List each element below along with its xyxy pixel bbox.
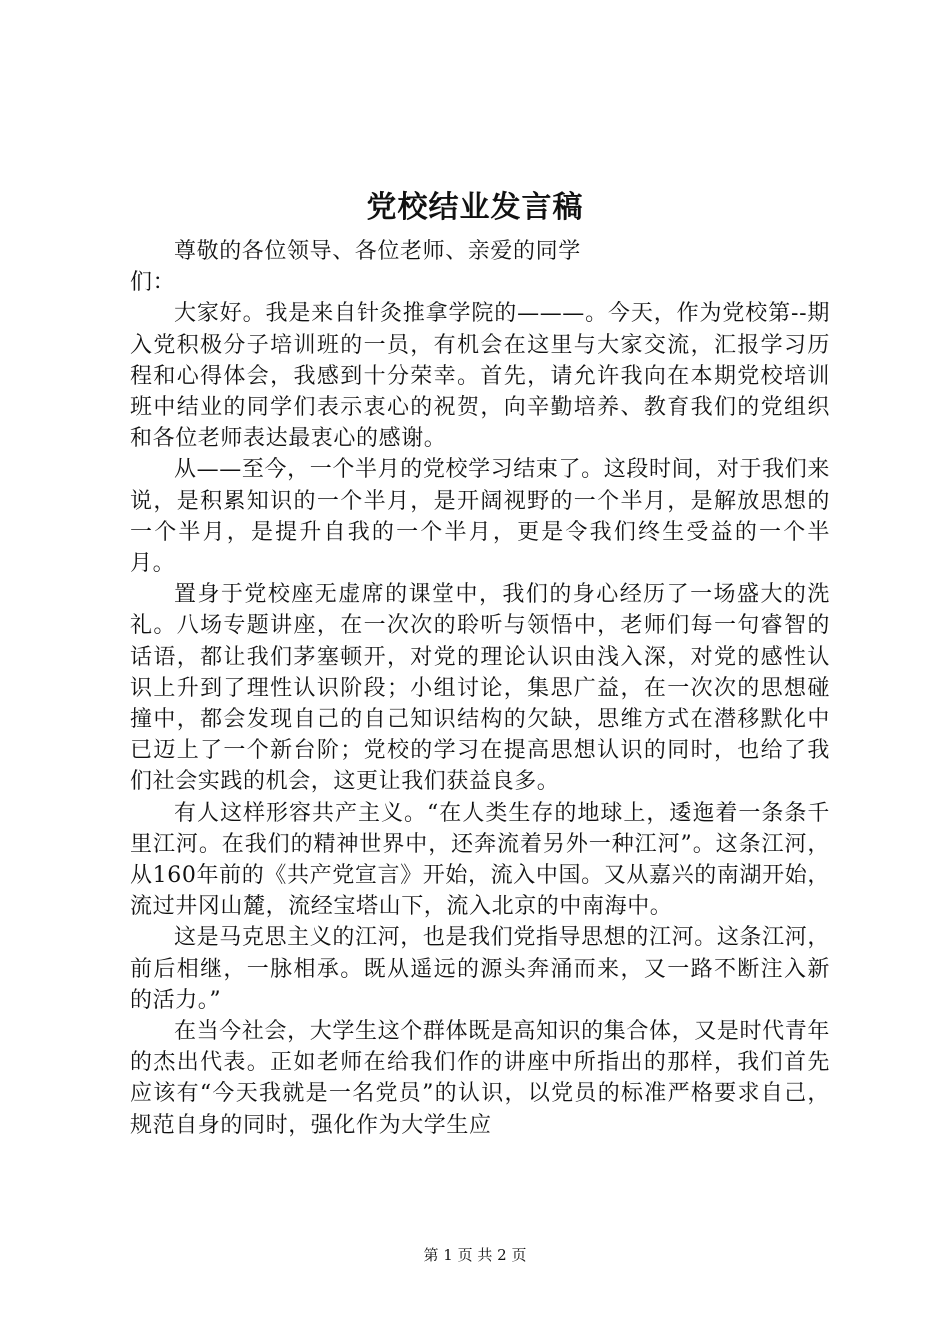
body-paragraph: 在当今社会，大学生这个群体既是高知识的集合体，又是时代青年的杰出代表。正如老师在给我们作的讲座中所指出的那样，我们首先应该有“今天我就是一名党员”的认识，以党员的标准严格要求自己，规范自身的同时，强化作为大学生应	[130, 1019, 830, 1138]
page-footer: 第 1 页 共 2 页	[423, 1246, 527, 1264]
document-title: 党校结业发言稿	[366, 190, 584, 225]
salutation-paragraph: 尊敬的各位领导、各位老师、亲爱的同学们：	[130, 239, 581, 296]
body-paragraph: 从——至今，一个半月的党校学习结束了。这段时间，对于我们来说，是积累知识的一个半月，是开阔视野的一个半月，是解放思想的一个半月，是提升自我的一个半月，更是令我们终生受益的一个半月。	[130, 457, 830, 577]
body-paragraph: 这是马克思主义的江河，也是我们党指导思想的江河。这条江河，前后相继，一脉相承。既从遥远的源头奔涌而来，又一路不断注入新的活力。”	[130, 925, 830, 1013]
body-paragraph: 有人这样形容共产主义。“在人类生存的地球上，逶迤着一条条千里江河。在我们的精神世界中，还奔流着另外一种江河”。这条江河，从160年前的《共产党宣言》开始，流入中国。又从嘉兴的南湖开始，流过井冈山麓，流经宝塔山下，流入北京的中南海中。	[130, 800, 830, 920]
body-paragraph: 大家好。我是来自针灸推拿学院的———。今天，作为党校第--期入党积极分子培训班的一员，有机会在这里与大家交流，汇报学习历程和心得体会，我感到十分荣幸。首先，请允许我向在本期党校培训班中结业的同学们表示衷心的祝贺，向辛勤培养、教育我们的党组织和各位老师表达最衷心的感谢。	[130, 301, 830, 452]
body-paragraph: 置身于党校座无虚席的课堂中，我们的身心经历了一场盛大的洗礼。八场专题讲座，在一次次的聆听与领悟中，老师们每一句睿智的话语，都让我们茅塞顿开，对党的理论认识由浅入深，对党的感性认识上升到了理性认识阶段；小组讨论，集思广益，在一次次的思想碰撞中，都会发现自己的自己知识结构的欠缺，思维方式在潜移默化中已迈上了一个新台阶；党校的学习在提高思想认识的同时，也给了我们社会实践的机会，这更让我们获益良多。	[130, 582, 830, 795]
document-body	[130, 236, 830, 1141]
